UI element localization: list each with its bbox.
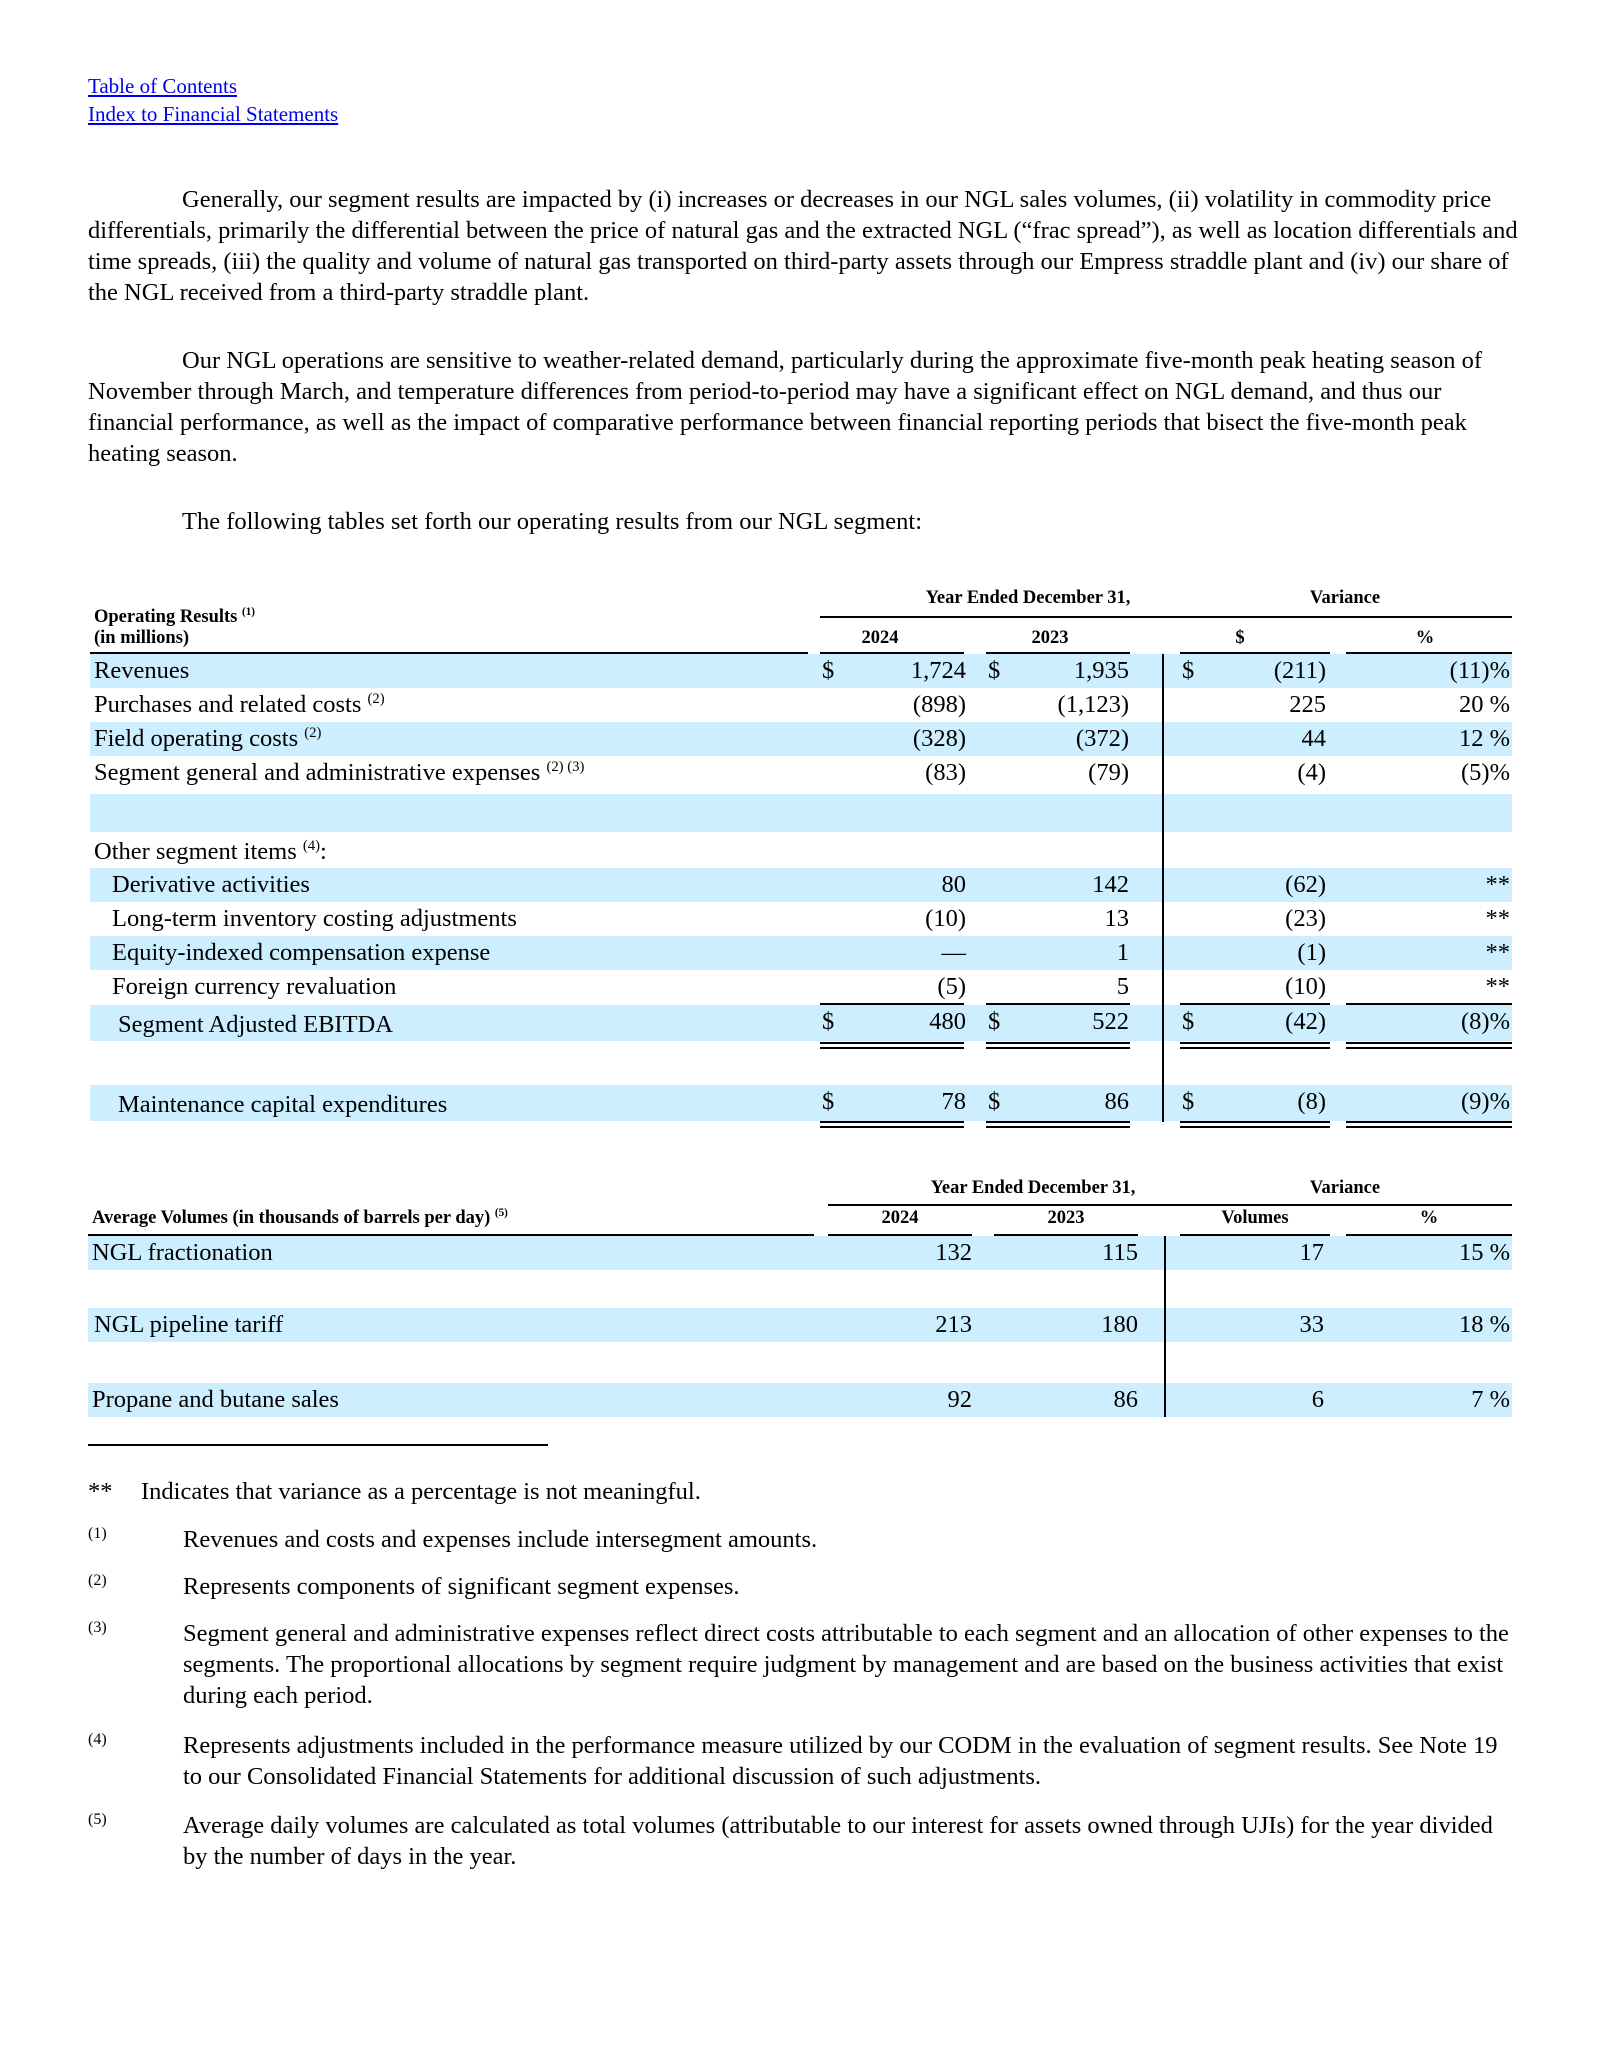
volumes-period-header: Year Ended December 31, bbox=[930, 1178, 1136, 1198]
table-row-revenues: Revenues $ 1,724 $ 1,935 $ (211) (11)% bbox=[90, 654, 1512, 688]
footnote-2: (2) Represents components of significant segment expenses. bbox=[88, 1572, 740, 1600]
table-row-purchases: Purchases and related costs $^{(2)}$ (898) (1,123) 225 20 % bbox=[94, 690, 1510, 718]
vol-col-volumes-header: Volumes bbox=[1221, 1208, 1289, 1228]
operating-results-subtitle: (in millions) bbox=[94, 628, 190, 648]
operating-variance-header: Variance bbox=[1309, 588, 1381, 608]
table-row-segment-adjusted-ebitda: Segment Adjusted EBITDA $ 480 $ 522 $ (42) (8)% bbox=[90, 1005, 1512, 1041]
table-row-derivative-activities: Derivative activities 80 142 (62) ** bbox=[90, 868, 1512, 902]
col-variance-pct-header: % bbox=[1415, 628, 1435, 648]
table-row-spacer bbox=[90, 794, 1512, 832]
table-row-maintenance-capex: Maintenance capital expenditures $ 78 $ 86 $ (8) (9)% bbox=[90, 1085, 1512, 1121]
table-row-field-operating-costs: Field operating costs $^{(2)}$ (328) (372) 44 12 % bbox=[90, 722, 1512, 756]
col-2023-header: 2023 bbox=[1031, 628, 1069, 648]
average-volumes-title: Average Volumes (in thousands of barrels per day) $^{(5)}$ bbox=[92, 1206, 508, 1228]
vol-col-pct-header: % bbox=[1419, 1208, 1439, 1228]
col-variance-dollar-header: $ bbox=[1235, 628, 1245, 648]
table-row-foreign-currency: Foreign currency revaluation (5) 5 (10) ** bbox=[112, 973, 1510, 1000]
index-to-financial-statements-link[interactable]: Index to Financial Statements bbox=[88, 102, 339, 126]
table-row-ngl-pipeline-tariff: NGL pipeline tariff 213 180 33 18 % bbox=[88, 1308, 1512, 1342]
table-row-equity-compensation: Equity-indexed compensation expense — 1 (1) ** bbox=[90, 936, 1512, 970]
table-row-general-admin: Segment general and administrative expenses $^{(2) (3)}$ (83) (79) (4) (5)% bbox=[94, 758, 1510, 786]
footnote-5: (5) Average daily volumes are calculated as total volumes (attributable to our interest for assets owned through UJIs) for the year divided by the number of days in the year. bbox=[88, 1811, 1493, 1870]
operating-results-table bbox=[90, 580, 1512, 1120]
vol-col-2023-header: 2023 bbox=[1047, 1208, 1085, 1228]
footnote-4: (4) Represents adjustments included in the performance measure utilized by our CODM in the evaluation of segment results. See Note 19 to our Consolidated Financial Statements for additional discussion of such adjustments. bbox=[88, 1731, 1498, 1790]
footnote-divider bbox=[88, 1444, 548, 1446]
paragraph-weather-demand: Our NGL operations are sensitive to weather-related demand, particularly during the approximate five-month peak heating season of November through March, and temperature differences from period-to-period may have a significant effect on NGL demand, and thus our financial performance, as well as the impact of comparative performance between financial reporting periods that bisect the five-month peak heating season. bbox=[88, 347, 1483, 467]
footnote-1: (1) Revenues and costs and expenses include intersegment amounts. bbox=[88, 1525, 818, 1553]
table-row-ngl-fractionation: NGL fractionation 132 115 17 15 % bbox=[88, 1236, 1512, 1270]
nav-links bbox=[88, 72, 338, 128]
table-row-inventory-adjustments: Long-term inventory costing adjustments (10) 13 (23) ** bbox=[112, 905, 1510, 932]
operating-results-title: Operating Results $^{(1)}$ bbox=[94, 605, 255, 627]
paragraph-segment-results: Generally, our segment results are impacted by (i) increases or decreases in our NGL sales volumes, (ii) volatility in commodity price differentials, primarily the differential between the price of natural gas and the extracted NGL (“frac spread”), as well as location differentials and time spreads, (iii) the quality and volume of natural gas transported on third-party assets through our Empress straddle plant and (iv) our share of the NGL received from a third-party straddle plant. bbox=[88, 186, 1518, 306]
footnote-3: (3) Segment general and administrative expenses reflect direct costs attributable to each segment and an allocation of other expenses to the segments. The proportional allocations by segment require judgment by management and are based on the business activities that exist during each period. bbox=[88, 1619, 1509, 1709]
table-of-contents-link[interactable]: Table of Contents bbox=[88, 74, 237, 98]
table-row-propane-butane-sales: Propane and butane sales 92 86 6 7 % bbox=[88, 1383, 1512, 1417]
operating-period-header: Year Ended December 31, bbox=[925, 588, 1131, 608]
average-volumes-table bbox=[88, 1172, 1512, 1422]
footnote-not-meaningful: ** Indicates that variance as a percentage is not meaningful. bbox=[88, 1478, 701, 1505]
col-2024-header: 2024 bbox=[861, 628, 899, 648]
table-row-other-segment-items: Other segment items $^{(4)}$: bbox=[94, 837, 327, 865]
volumes-variance-header: Variance bbox=[1309, 1178, 1381, 1198]
paragraph-tables-intro: The following tables set forth our operating results from our NGL segment: bbox=[182, 508, 923, 535]
vol-col-2024-header: 2024 bbox=[881, 1208, 919, 1228]
